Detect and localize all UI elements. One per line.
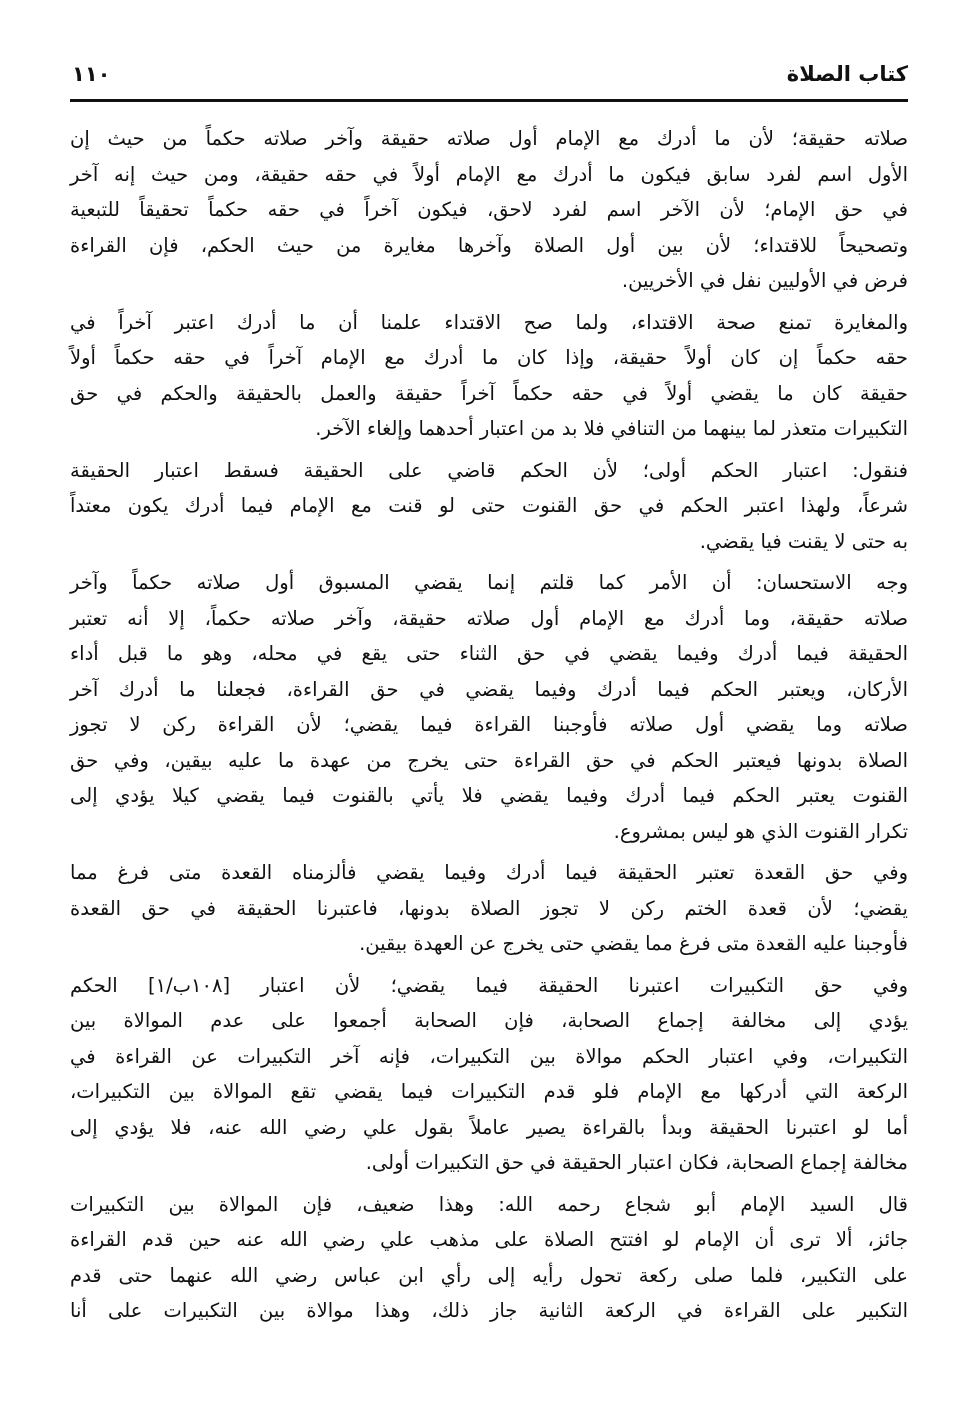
header-rule: [70, 99, 908, 102]
text-line: على التكبير، فلما صلى ركعة تحول رأيه إلى رأي ابن عباس رضي الله عنهما حتى قدم: [70, 1263, 908, 1287]
text-line: صلاته حقيقة؛ لأن ما أدرك مع الإمام أول صلاته حقيقة وآخر صلاته حكماً من حيث إن: [70, 127, 908, 150]
page-header: [72, 58, 908, 98]
text-line: والمغايرة تمنع صحة الاقتداء، ولما صح الاقتداء علمنا أن ما أدرك اعتبر آخراً في: [70, 310, 908, 334]
text-line: التكبير على القراءة في الركعة الثانية جاز ذلك، وهذا موالاة بين التكبيرات على أنا: [70, 1299, 908, 1322]
text-line: الأول اسم لفرد سابق فيكون ما أدرك مع الإمام أولاً في حقه حقيقة، ومن حيث إنه آخر: [70, 162, 908, 186]
text-line: جائز، ألا ترى أن الإمام لو افتتح الصلاة على مذهب علي رضي الله عنه حين قدم القراءة: [70, 1228, 908, 1251]
text-line: التكبيرات، وفي اعتبار الحكم موالاة بين التكبيرات، فإنه آخر التكبيرات عن القراءة في: [70, 1044, 908, 1068]
text-line: حقه حكماً إن كان أولاً حقيقة، وإذا كان ما أدرك مع الإمام آخراً في حقه حكماً أولاً: [70, 346, 908, 369]
text-line: يقضي؛ لأن قعدة الختم ركن لا تجوز الصلاة بدونها، فاعتبرنا الحقيقة في حق القعدة: [70, 896, 908, 920]
paragraph: [70, 968, 908, 1181]
paragraph: [70, 305, 908, 447]
text-line: التكبيرات متعذر لما بينهما من التنافي فلا بد من اعتبار أحدهما وإلغاء الآخر.: [315, 417, 908, 440]
text-line: حقيقة كان ما يقضي أولاً في حقه حكماً آخراً حقيقة والعمل بالحقيقة والحكم في حق: [70, 381, 908, 405]
text-line: وتصحيحاً للاقتداء؛ لأن بين أول الصلاة وآخرها مغايرة من حيث الحكم، فإن القراءة: [70, 233, 908, 257]
text-line: قال السيد الإمام أبو شجاع رحمه الله: وهذا ضعيف، فإن الموالاة بين التكبيرات: [70, 1192, 908, 1216]
page-number: ١١٠: [72, 62, 111, 86]
text-line: في حق الإمام؛ لأن الآخر اسم لفرد لاحق، فيكون آخراً في حقه حكماً تحقيقاً للتبعية: [70, 198, 908, 221]
text-line: الركعة التي أدركها مع الإمام فلو قدم التكبيرات فيما يقضي تقع الموالاة بين التكبيرات،: [70, 1080, 908, 1103]
text-line: تكرار القنوت الذي هو ليس بمشروع.: [613, 819, 908, 843]
paragraph: [70, 565, 908, 849]
text-line: به حتى لا يقنت فيا يقضي.: [699, 529, 908, 553]
text-line: الحقيقة فيما أدرك وفيما يقضي في حق الثناء حتى يقع في محله، وهو ما قبل أداء: [70, 642, 908, 665]
text-line: مخالفة إجماع الصحابة، فكان اعتبار الحقيقة في حق التكبيرات أولى.: [365, 1151, 908, 1174]
text-line: فأوجبنا عليه القعدة متى فرغ مما يقضي حتى يخرج عن العهدة بيقين.: [359, 932, 908, 955]
page-body: [70, 121, 908, 1335]
text-line: صلاته وما يقضي أول صلاته فأوجبنا القراءة فيما يقضي؛ لأن القراءة ركن لا تجوز: [70, 713, 908, 736]
text-line: يؤدي إلى مخالفة إجماع الصحابة، فإن الصحابة أجمعوا على عدم الموالاة بين: [70, 1009, 908, 1032]
text-line: وفي حق القعدة تعتبر الحقيقة فيما أدرك وفيما يقضي فألزمناه القعدة متى فرغ مما: [70, 861, 908, 884]
paragraph: [70, 453, 908, 560]
text-line: فرض في الأوليين نفل في الأخريين.: [621, 269, 908, 292]
running-title: كتاب الصلاة: [786, 62, 908, 86]
paragraph: [70, 121, 908, 299]
text-line: شرعاً، ولهذا اعتبر الحكم في حق القنوت حتى لو قنت مع الإمام فيما أدرك يكون معتداً: [70, 494, 908, 517]
text-line: القنوت يعتبر الحكم فيما أدرك وفيما يقضي فلا يأتي بالقنوت فيما يقضي كيلا يؤدي إلى: [70, 784, 908, 807]
text-line: وجه الاستحسان: أن الأمر كما قلتم إنما يقضي المسبوق أول صلاته حكماً وآخر: [70, 571, 908, 594]
text-line: الأركان، ويعتبر الحكم فيما أدرك وفيما يقضي في حق القراءة، فجعلنا ما أدرك آخر: [70, 677, 908, 701]
text-line: أما لو اعتبرنا الحقيقة وبدأ بالقراءة يصير عاملاً بقول علي رضي الله عنه، فلا يؤدي إلى: [70, 1115, 908, 1139]
text-line: صلاته حقيقة، وما أدرك مع الإمام أول صلاته حقيقة، وآخر صلاته حكماً، إلا أنه تعتبر: [70, 606, 908, 630]
text-line: الصلاة بدونها فيعتبر الحكم في حق القراءة حتى يخرج من عهدة ما عليه بيقين، وفي حق: [70, 748, 908, 772]
text-line: فنقول: اعتبار الحكم أولى؛ لأن الحكم قاضي على الحقيقة فسقط اعتبار الحقيقة: [70, 458, 908, 482]
paragraph: [70, 855, 908, 962]
text-line: وفي حق التكبيرات اعتبرنا الحقيقة فيما يقضي؛ لأن اعتبار [١٠٨ب/١] الحكم: [70, 973, 909, 997]
paragraph: [70, 1187, 908, 1329]
